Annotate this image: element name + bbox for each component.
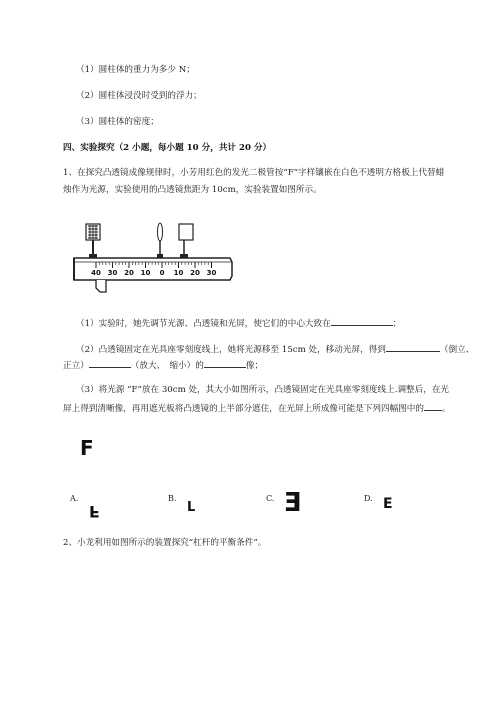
- sub-question-text: （2）凸透镜固定在光具座零刻度线上，她将光源移至 15cm 处，移动光屏，得到: [76, 345, 386, 355]
- source-f-glyph: F: [80, 436, 94, 460]
- sub-question-1: [76, 316, 401, 330]
- light-screen: [179, 224, 193, 240]
- question-item: （2）圆柱体浸没时受到的浮力；: [76, 91, 202, 101]
- sub-question-text: 。: [441, 404, 451, 414]
- ruler-tick-label: 20: [190, 269, 200, 277]
- sub-question-text: （1）实验时，她先调节光源、凸透镜和光屏，使它们的中心大致在: [76, 319, 331, 329]
- sub-question-text: 像；: [245, 361, 264, 371]
- sub-question-2-line2: [63, 358, 263, 372]
- answer-blank[interactable]: [204, 358, 246, 368]
- sub-question-3-line2: [63, 401, 451, 415]
- answer-blank[interactable]: [424, 401, 442, 411]
- bench-leg: [96, 280, 106, 292]
- ruler-tick-label: 30: [206, 269, 217, 277]
- sub-question-text: 正立）: [63, 361, 89, 371]
- option-glyph: E: [284, 488, 302, 518]
- section-title: 四、实验探究（2 小题，每小题 10 分，共计 20 分）: [63, 143, 272, 153]
- option-glyph: F: [89, 502, 100, 521]
- lens: [158, 223, 163, 241]
- optical-bench-drawing: [72, 218, 234, 298]
- sub-question-text: 屏上得到清晰像，再用遮光板将凸透镜的上半部分遮住，在光屏上所成像可能是下列四幅图中的: [63, 404, 424, 414]
- ruler-tick-label: 10: [173, 269, 184, 277]
- answer-blank[interactable]: [89, 358, 131, 368]
- option-glyph: L: [187, 500, 196, 515]
- ruler-tick-label: 10: [140, 269, 151, 277]
- question-intro-line: 烛作为光源，实验使用的凸透镜焦距为 10cm，实验装置如图所示。: [63, 185, 322, 195]
- sub-question-3-line1: （3）将光源 “F”放在 30cm 处，其大小如图所示，凸透镜固定在光具座零刻度线上.调整后，在光: [76, 385, 450, 395]
- light-source-grid: [88, 225, 98, 239]
- ruler-tick-label: 30: [107, 269, 118, 277]
- option-label: B.: [168, 494, 177, 503]
- question-item: （3）圆柱体的密度；: [76, 117, 159, 127]
- option-label: D.: [364, 494, 373, 503]
- sub-question-text: ；: [392, 319, 402, 329]
- question-item: （1）圆柱体的重力为多少 N；: [76, 65, 195, 75]
- option-label: A.: [70, 494, 79, 503]
- answer-blank[interactable]: [386, 342, 440, 352]
- optical-bench-figure: [72, 218, 234, 298]
- answer-blank[interactable]: [331, 316, 393, 326]
- option-label: C.: [266, 494, 275, 503]
- ruler-tick-label: 0: [159, 269, 165, 277]
- sub-question-2-line1: [76, 342, 474, 356]
- sub-question-text: （倒立、: [439, 345, 475, 355]
- ruler-tick-label: 20: [124, 269, 134, 277]
- option-glyph: E: [383, 496, 393, 512]
- question-2-intro: 2、小龙利用如图所示的装置探究“杠杆的平衡条件”。: [63, 538, 267, 548]
- sub-question-text: （放大、 缩小）的: [130, 361, 204, 371]
- question-intro-line: 1、在探究凸透镜成像规律时，小芳用红色的发光二极管按“F”字样镶嵌在白色不透明方格板上代替蜡: [63, 168, 445, 178]
- ruler-tick-label: 40: [91, 269, 101, 277]
